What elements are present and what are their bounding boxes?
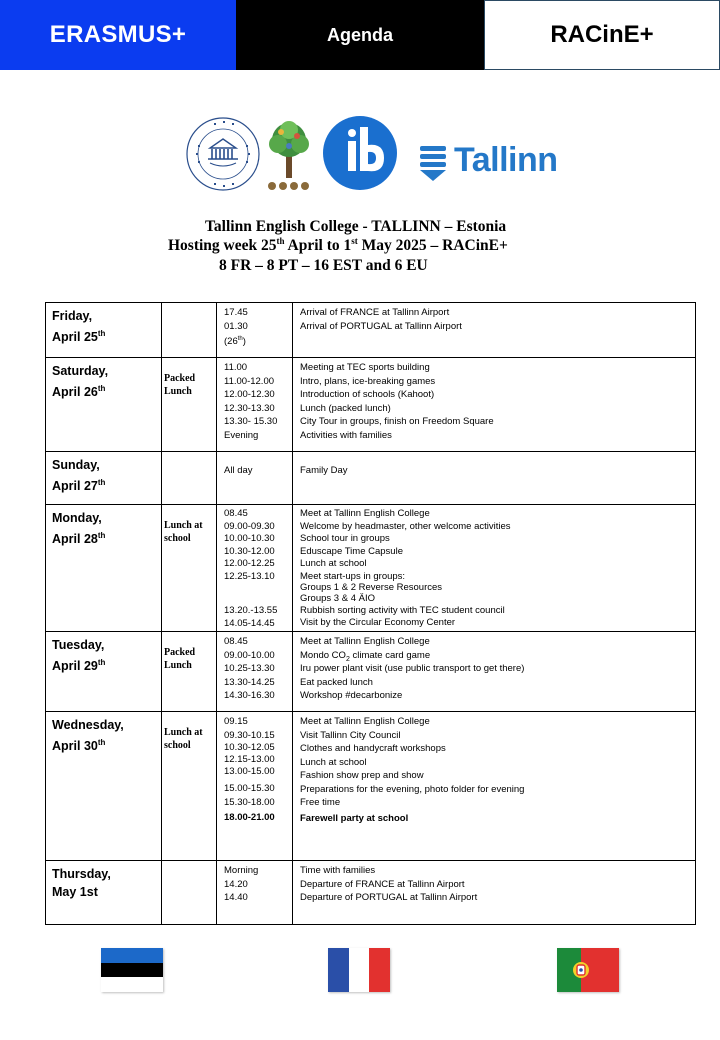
- table-row-monday: [46, 505, 696, 632]
- day-cell: [46, 358, 162, 452]
- title-text-3: 8 FR – 8 PT – 16 EST and 6 EU: [219, 257, 428, 274]
- table-row-wednesday: [46, 712, 696, 861]
- time-entry: 14.20: [224, 878, 248, 890]
- activity-entry: Clothes and handycraft workshops: [300, 743, 446, 754]
- activity-entry: Departure of FRANCE at Tallinn Airport: [300, 878, 465, 890]
- activities-cell: [293, 452, 696, 505]
- day-name: Wednesday,: [52, 718, 124, 732]
- activity-entry-part: Mondo CO: [300, 649, 346, 661]
- activity-entry: Workshop #decarbonize: [300, 690, 403, 701]
- time-entry: 08.45: [224, 508, 248, 519]
- activities-cell: [293, 712, 696, 861]
- time-entry-part: ): [242, 336, 246, 347]
- day-cell: [46, 505, 162, 632]
- table-row-sunday: [46, 452, 696, 505]
- lunch-label: Lunch at: [164, 727, 203, 738]
- title-line-2: [0, 236, 720, 255]
- day-date-sup: th: [97, 384, 106, 393]
- day-cell: [46, 632, 162, 712]
- time-entry: 10.30-12.00: [224, 545, 275, 557]
- times-cell: [217, 712, 293, 861]
- time-entry: 18.00-21.00: [224, 812, 275, 823]
- time-entry: 12.15-13.00: [224, 754, 275, 765]
- time-entry: [224, 333, 292, 347]
- lunch-label: Lunch at: [164, 520, 203, 531]
- times-cell: [217, 505, 293, 632]
- day-cell: [46, 712, 162, 861]
- time-entry: 13.30-14.25: [224, 676, 275, 688]
- day-date-sup: th: [97, 658, 106, 667]
- activity-entry: Family Day: [300, 465, 348, 476]
- activity-entry: Free time: [300, 797, 341, 808]
- time-entry: 13.20.-13.55: [224, 605, 278, 616]
- time-entry: 09.00-09.30: [224, 520, 275, 532]
- tallinn-wordmark: Tallinn: [454, 141, 558, 179]
- activity-entry: Time with families: [300, 865, 376, 876]
- title-text-2c: May 2025 – RACinE+: [357, 237, 508, 255]
- activities-cell: [293, 632, 696, 712]
- time-entry: 09.00-10.00: [224, 649, 275, 661]
- day-date-sup: th: [97, 531, 106, 540]
- title-sup-1: th: [276, 236, 285, 246]
- activity-entry: Groups 1 & 2 Reverse Resources: [300, 581, 443, 593]
- time-entry: 12.00-12.30: [224, 389, 275, 400]
- header-bar: [0, 0, 720, 70]
- time-entry: 15.30-18.00: [224, 796, 275, 808]
- lunch-cell: [162, 358, 217, 452]
- tallinn-city-logo: [420, 146, 448, 182]
- times-cell: [217, 358, 293, 452]
- activity-entry-sub: 2: [345, 655, 350, 662]
- estonia-flag-icon: [101, 948, 163, 992]
- day-name: Saturday,: [52, 364, 109, 378]
- table-row-saturday: [46, 358, 696, 452]
- title-sup-2: st: [351, 236, 358, 246]
- time-entry: 14.05-14.45: [224, 617, 275, 629]
- day-date: April 30: [52, 739, 98, 754]
- activity-entry: Arrival of FRANCE at Tallinn Airport: [300, 307, 450, 318]
- tree-project-logo: [266, 118, 312, 194]
- times-cell: [217, 452, 293, 505]
- day-cell: [46, 452, 162, 505]
- title-text-2b: April to 1: [284, 237, 352, 255]
- agenda-header-cell: Agenda: [236, 0, 484, 70]
- day-name: Thursday,: [52, 867, 111, 881]
- day-date: May 1st: [52, 885, 98, 899]
- activity-entry: Activities with families: [300, 429, 392, 441]
- times-cell: [217, 861, 293, 925]
- lunch-cell: [162, 303, 217, 358]
- activity-entry: Lunch at school: [300, 558, 367, 569]
- activity-entry: Meet at Tallinn English College: [300, 508, 430, 519]
- day-date: April 26: [52, 385, 98, 400]
- table-row-tuesday: [46, 632, 696, 712]
- lunch-label: Packed: [164, 647, 196, 658]
- activity-entry: Welcome by headmaster, other welcome activities: [300, 520, 511, 532]
- portugal-emblem-icon: [572, 961, 590, 979]
- day-date: April 28: [52, 532, 98, 547]
- time-entry: 12.30-13.30: [224, 402, 275, 414]
- day-cell: [46, 861, 162, 925]
- times-cell: [217, 632, 293, 712]
- time-entry: 14.40: [224, 892, 248, 903]
- lunch-cell: [162, 452, 217, 505]
- activity-entry: Lunch at school: [300, 756, 367, 768]
- lunch-cell: [162, 632, 217, 712]
- agenda-table: [45, 302, 696, 925]
- day-cell: [46, 303, 162, 358]
- activity-entry: Groups 3 & 4 ÄIO: [300, 592, 375, 604]
- lunch-cell: [162, 712, 217, 861]
- time-entry: 17.45: [224, 307, 248, 318]
- day-date: April 27: [52, 479, 98, 494]
- activity-entry: School tour in groups: [300, 533, 390, 544]
- time-entry: 12.00-12.25: [224, 558, 275, 569]
- activity-entry: Farewell party at school: [300, 812, 409, 824]
- activity-entry-part: climate card game: [349, 649, 431, 661]
- activity-entry: Visit Tallinn City Council: [300, 729, 401, 741]
- time-entry: Morning: [224, 865, 259, 876]
- time-entry: 09.15: [224, 716, 248, 727]
- lunch-label: Lunch: [164, 660, 192, 671]
- time-entry: 11.00: [224, 362, 248, 373]
- activity-entry: [300, 649, 695, 663]
- day-date-sup: th: [97, 478, 106, 487]
- activity-entry: Departure of PORTUGAL at Tallinn Airport: [300, 892, 478, 903]
- ib-logo: [322, 115, 398, 191]
- time-entry: 11.00-12.00: [224, 375, 275, 387]
- day-date: April 29: [52, 659, 98, 674]
- day-name: Tuesday,: [52, 638, 105, 652]
- times-cell: [217, 303, 293, 358]
- time-entry: 15.00-15.30: [224, 783, 275, 794]
- activity-entry: Eat packed lunch: [300, 676, 373, 688]
- time-entry: 14.30-16.30: [224, 690, 275, 701]
- time-entry: 10.00-10.30: [224, 533, 275, 544]
- title-text-2a: Hosting week 25: [168, 237, 277, 255]
- flags-row: [0, 948, 720, 992]
- activity-entry: Fashion show prep and show: [300, 770, 424, 781]
- activity-entry: City Tour in groups, finish on Freedom Square: [300, 416, 494, 427]
- lunch-cell: [162, 505, 217, 632]
- time-entry: Evening: [224, 429, 259, 441]
- day-date-sup: th: [97, 738, 106, 747]
- title-line-1: [0, 218, 720, 236]
- time-entry: All day: [224, 465, 253, 476]
- time-entry: 10.30-12.05: [224, 742, 275, 753]
- day-name: Monday,: [52, 511, 102, 525]
- activity-entry: Arrival of PORTUGAL at Tallinn Airport: [300, 320, 462, 332]
- activity-entry: Iru power plant visit (use public transport to get there): [300, 663, 525, 674]
- day-name: Sunday,: [52, 458, 100, 472]
- lunch-label: Packed: [164, 373, 196, 384]
- day-date: April 25: [52, 330, 98, 345]
- activities-cell: [293, 358, 696, 452]
- activity-entry: Meet at Tallinn English College: [300, 636, 430, 647]
- day-date-sup: th: [97, 329, 106, 338]
- day-name: Friday,: [52, 309, 93, 323]
- time-entry-sup: th: [237, 336, 243, 342]
- time-entry: 09.30-10.15: [224, 729, 275, 741]
- activity-entry: Preparations for the evening, photo folder for evening: [300, 783, 525, 795]
- activity-entry: Meeting at TEC sports building: [300, 362, 430, 373]
- france-flag-icon: [328, 948, 390, 992]
- logo-strip: [0, 112, 720, 202]
- activity-entry: Meet at Tallinn English College: [300, 716, 430, 727]
- erasmus-header-cell: ERASMUS+: [0, 0, 236, 70]
- activity-entry: Eduscape Time Capsule: [300, 545, 403, 557]
- time-entry: 12.25-13.10: [224, 570, 275, 582]
- time-entry: 01.30: [224, 320, 248, 332]
- activities-cell: [293, 861, 696, 925]
- activity-entry: Meet start-ups in groups:: [300, 570, 406, 582]
- activity-entry: Rubbish sorting activity with TEC student council: [300, 604, 505, 616]
- title-text-1: Tallinn English College - TALLINN – Estonia: [205, 218, 507, 235]
- table-row-friday: [46, 303, 696, 358]
- lunch-label: school: [164, 740, 191, 751]
- tallinn-english-college-logo: [184, 115, 262, 193]
- activities-cell: [293, 505, 696, 632]
- time-entry: 08.45: [224, 636, 248, 647]
- activity-entry: Lunch (packed lunch): [300, 402, 391, 414]
- activity-entry: Visit by the Circular Economy Center: [300, 616, 456, 628]
- lunch-label: school: [164, 533, 191, 544]
- racine-header-cell: RACinE+: [484, 0, 720, 70]
- portugal-flag-icon: [557, 948, 619, 992]
- time-entry: 10.25-13.30: [224, 663, 275, 674]
- lunch-cell: [162, 861, 217, 925]
- time-entry: 13.30- 15.30: [224, 416, 278, 427]
- table-row-thursday: [46, 861, 696, 925]
- activities-cell: [293, 303, 696, 358]
- activity-entry: Introduction of schools (Kahoot): [300, 389, 435, 400]
- activity-entry: Intro, plans, ice-breaking games: [300, 375, 436, 387]
- lunch-label: Lunch: [164, 386, 192, 397]
- time-entry-part: (26: [224, 336, 238, 347]
- title-line-3: [0, 257, 720, 275]
- time-entry: 13.00-15.00: [224, 766, 275, 777]
